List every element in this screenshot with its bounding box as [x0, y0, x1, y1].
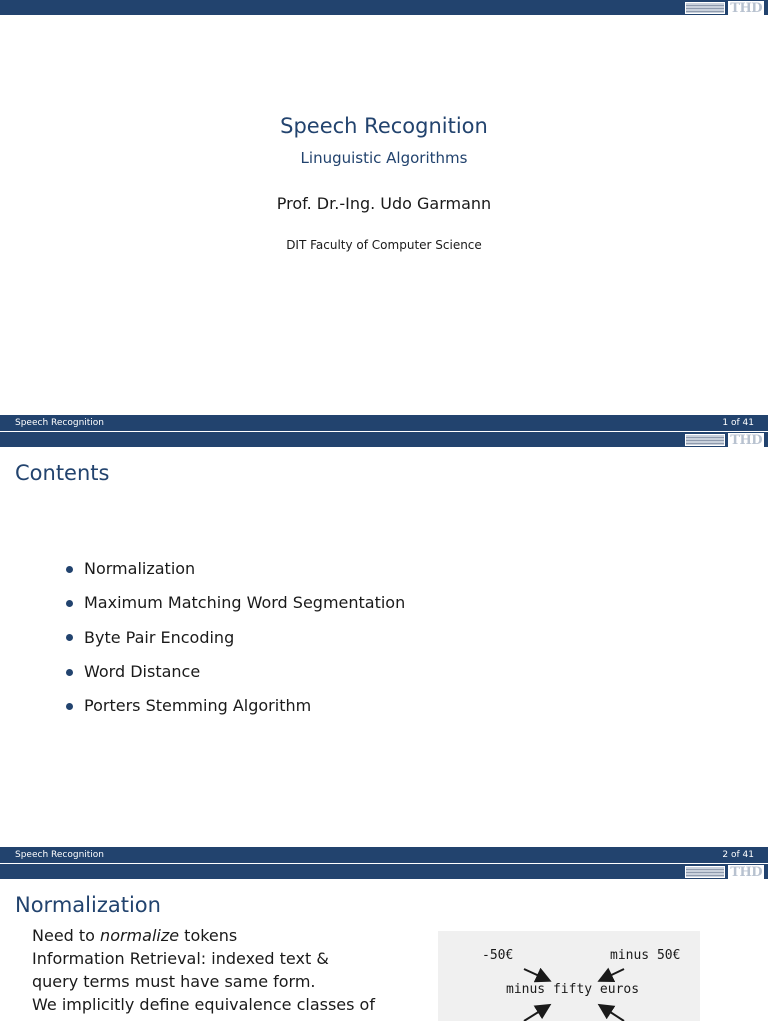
bullet-icon — [66, 669, 73, 676]
thd-logo — [685, 864, 764, 879]
presentation-title: Speech Recognition — [280, 114, 488, 138]
list-item[interactable]: Maximum Matching Word Segmentation — [62, 586, 405, 620]
logo-stripes-icon — [685, 434, 725, 446]
text-line: query terms must have same form. — [32, 972, 316, 991]
logo-stripes-icon — [685, 2, 725, 14]
list-item[interactable]: Word Distance — [62, 655, 405, 689]
page-number: 1 of 41 — [722, 418, 754, 428]
header-bar — [0, 0, 768, 15]
slide-contents — [0, 432, 768, 864]
arrow-right-up — [601, 1006, 624, 1021]
presentation-subtitle: Linuguistic Algorithms — [300, 149, 468, 167]
arrow-left-down — [524, 969, 548, 980]
diagram-arrows — [438, 931, 700, 1021]
slide-title — [0, 0, 768, 432]
footer-title: Speech Recognition — [15, 418, 105, 428]
diagram-center-label: minus fifty euros — [506, 982, 640, 997]
footer-bar — [0, 847, 768, 863]
bullet-icon — [66, 634, 73, 641]
logo-stripes-icon — [685, 866, 725, 878]
diagram-left-label: -50€ — [482, 948, 514, 963]
logo-text: THD — [730, 0, 762, 16]
institute: DIT Faculty of Computer Science — [286, 238, 482, 252]
normalization-text — [32, 924, 392, 1016]
logo-text: THD — [730, 864, 762, 880]
list-item[interactable]: Byte Pair Encoding — [62, 621, 405, 655]
equivalence-diagram — [438, 931, 700, 1021]
bullet-icon — [66, 703, 73, 710]
thd-logo — [685, 0, 764, 15]
frame-title: Contents — [15, 461, 110, 485]
header-bar — [0, 864, 768, 879]
bullet-icon — [66, 600, 73, 607]
contents-list — [62, 552, 405, 723]
arrow-right-down — [601, 969, 624, 980]
bullet-icon — [66, 566, 73, 573]
slide-normalization — [0, 864, 768, 1024]
text-line: Information Retrieval: indexed text & — [32, 949, 329, 968]
thd-logo — [685, 432, 764, 447]
text-line: We implicitly define equivalence classes of — [32, 995, 375, 1014]
footer-bar — [0, 415, 768, 431]
diagram-right-label: minus 50€ — [610, 948, 681, 963]
page-number: 2 of 41 — [722, 850, 754, 860]
footer-title: Speech Recognition — [15, 850, 105, 860]
list-item[interactable]: Porters Stemming Algorithm — [62, 689, 405, 723]
arrow-left-up — [524, 1006, 548, 1021]
frame-title: Normalization — [15, 893, 161, 917]
header-bar — [0, 432, 768, 447]
author-name: Prof. Dr.-Ing. Udo Garmann — [276, 194, 492, 213]
text-line: Need to normalize tokens — [32, 926, 238, 945]
list-item[interactable]: Normalization — [62, 552, 405, 586]
logo-text: THD — [730, 432, 762, 448]
